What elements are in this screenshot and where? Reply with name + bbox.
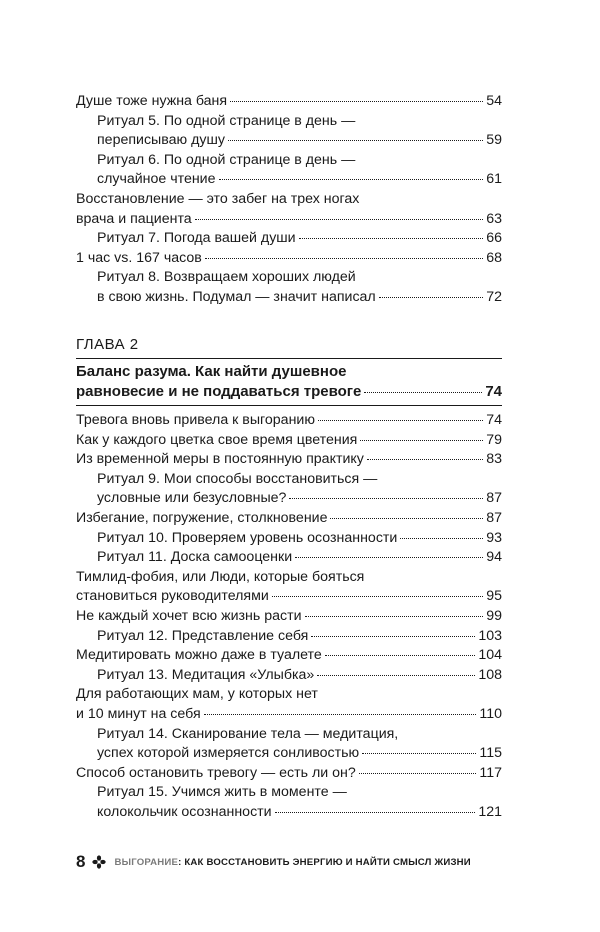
- toc-entry[interactable]: [76, 725, 502, 764]
- toc-entry-title: и 10 минут на себя: [76, 705, 201, 722]
- toc-entry-title: Для работающих мам, у которых нет: [76, 686, 318, 703]
- chapter-page-number: 74: [485, 383, 502, 400]
- toc-page-number: 93: [486, 529, 502, 546]
- toc-page-number: 121: [478, 803, 502, 820]
- toc-entry-title: колокольчик осознанности: [97, 803, 272, 820]
- toc-entry-title: врача и пациента: [76, 210, 192, 227]
- toc-entry-title: Ритуал 6. По одной странице в день —: [97, 151, 356, 168]
- toc-page-number: 74: [486, 412, 502, 428]
- toc-page-number: 63: [486, 210, 502, 227]
- leader-dots: [295, 557, 483, 558]
- toc-entry-title: Не каждый хочет всю жизнь расти: [76, 607, 302, 624]
- leader-dots: [360, 440, 483, 441]
- chapter-title[interactable]: [76, 362, 502, 402]
- toc-entry-title: Ритуал 11. Доска самооценки: [97, 549, 293, 566]
- chapter-heading: [76, 362, 502, 402]
- toc-entry[interactable]: [76, 685, 502, 724]
- leader-dots: [230, 101, 483, 102]
- toc-page-number: 66: [486, 230, 502, 247]
- toc-entry-title: переписываю душу: [97, 132, 225, 149]
- toc-entry[interactable]: [76, 783, 502, 822]
- leader-dots: [289, 498, 483, 499]
- toc-entry[interactable]: [76, 411, 502, 431]
- leader-dots: [400, 538, 483, 539]
- page-footer: [76, 852, 471, 872]
- leader-dots: [228, 140, 483, 141]
- leader-dots: [195, 219, 484, 220]
- toc-entry[interactable]: [76, 229, 502, 249]
- leader-dots: [299, 238, 484, 239]
- toc-page-number: 99: [486, 607, 502, 624]
- toc-entry[interactable]: [76, 764, 502, 784]
- toc-entry-title: Ритуал 8. Возвращаем хороших людей: [97, 269, 356, 286]
- toc-page-number: 108: [478, 666, 502, 683]
- toc-entry-title: Ритуал 15. Учимся жить в моменте —: [97, 784, 347, 801]
- toc-entry-title: Ритуал 10. Проверяем уровень осознанности: [97, 529, 398, 546]
- toc-entry[interactable]: [76, 509, 502, 529]
- chapter-title-line: равновесие и не поддаваться тревоге: [76, 383, 362, 400]
- chapter-label: ГЛАВА 2: [76, 336, 139, 353]
- toc-entry[interactable]: [76, 627, 502, 647]
- chapter-title-line: Баланс разума. Как найти душевное: [76, 363, 347, 380]
- toc-entry-title: Ритуал 12. Представление себя: [97, 627, 309, 644]
- toc-page-number: 83: [486, 451, 502, 468]
- leader-dots: [379, 297, 484, 298]
- toc-page-number: 68: [486, 249, 502, 266]
- toc-page-number: 54: [486, 93, 502, 109]
- toc-entry[interactable]: [76, 529, 502, 549]
- toc-entry[interactable]: [76, 151, 502, 190]
- leader-dots: [325, 655, 476, 656]
- toc-entry-title: Тревога вновь привела к выгоранию: [76, 412, 315, 428]
- toc-page-number: 94: [486, 549, 502, 566]
- toc-entry-title: Ритуал 5. По одной странице в день —: [97, 112, 356, 129]
- toc-section-bottom: [76, 411, 502, 822]
- toc-entry-title: Восстановление — это забег на трех ногах: [76, 190, 360, 207]
- toc-page-number: 87: [486, 509, 502, 526]
- toc-page-number: 59: [486, 132, 502, 149]
- toc-page-number: 72: [486, 288, 502, 305]
- toc-entry[interactable]: [76, 431, 502, 451]
- toc-entry-title: случайное чтение: [97, 171, 216, 188]
- leader-dots: [219, 179, 484, 180]
- toc-entry-title: Как у каждого цветка свое время цветения: [76, 431, 358, 448]
- toc-entry-title: Тимлид-фобия, или Люди, которые бояться: [76, 568, 365, 585]
- toc-page-number: 117: [479, 764, 502, 781]
- leader-dots: [317, 675, 475, 676]
- toc-page-number: 104: [478, 647, 502, 664]
- toc-entry[interactable]: [76, 568, 502, 607]
- toc-entry[interactable]: [76, 607, 502, 627]
- flower-icon: [92, 855, 106, 869]
- toc-entry-title: Ритуал 7. Погода вашей души: [97, 230, 296, 247]
- leader-dots: [272, 596, 483, 597]
- toc-page-number: 110: [479, 705, 502, 722]
- toc-entry-title: Ритуал 13. Медитация «Улыбка»: [97, 666, 315, 683]
- toc-entry-title: в свою жизнь. Подумал — значит написал: [97, 288, 376, 305]
- toc-entry[interactable]: [76, 450, 502, 470]
- leader-dots: [330, 518, 483, 519]
- toc-entry-title: условные или безусловные?: [97, 490, 287, 507]
- footer-book-title: [114, 857, 470, 868]
- leader-dots: [364, 392, 482, 393]
- leader-dots: [205, 258, 483, 259]
- toc-entry-title: Ритуал 14. Сканирование тела — медитация,: [97, 725, 399, 742]
- leader-dots: [275, 812, 476, 813]
- footer-book-title-rest: : КАК ВОССТАНОВИТЬ ЭНЕРГИЮ И НАЙТИ СМЫСЛ ЖИЗНИ: [178, 856, 471, 868]
- toc-entry[interactable]: [76, 470, 502, 509]
- toc-entry[interactable]: [76, 646, 502, 666]
- toc-entry-title: успех которой измеряется сонливостью: [97, 745, 360, 762]
- toc-entry[interactable]: [76, 268, 502, 307]
- chapter-rule: [76, 405, 502, 406]
- leader-dots: [359, 773, 477, 774]
- toc-page-number: 87: [486, 490, 502, 507]
- toc-entry-title: Ритуал 9. Мои способы восстановиться —: [97, 470, 378, 487]
- leader-dots: [362, 753, 476, 754]
- toc-entry[interactable]: [76, 190, 502, 229]
- toc-page-number: 115: [479, 745, 502, 762]
- toc-entry-title: становиться руководителями: [76, 588, 269, 605]
- toc-entry[interactable]: [76, 92, 502, 112]
- toc-entry[interactable]: [76, 666, 502, 686]
- toc-entry-title: Способ остановить тревогу — есть ли он?: [76, 764, 356, 781]
- toc-page-number: 61: [486, 171, 502, 188]
- toc-page-number: 103: [478, 627, 502, 644]
- toc-page-number: 95: [486, 588, 502, 605]
- toc-entry[interactable]: [76, 112, 502, 151]
- toc-entry-title: Избегание, погружение, столкновение: [76, 509, 328, 526]
- leader-dots: [311, 636, 475, 637]
- toc-entry-title: Из временной меры в постоянную практику: [76, 451, 364, 468]
- leader-dots: [204, 714, 477, 715]
- footer-page-number: 8: [76, 852, 86, 871]
- toc-entry[interactable]: [76, 249, 502, 269]
- chapter-rule: [76, 358, 502, 359]
- leader-dots: [367, 459, 483, 460]
- toc-entry[interactable]: [76, 548, 502, 568]
- toc-entry-title: Душе тоже нужна баня: [76, 93, 228, 109]
- footer-book-title-main: ВЫГОРАНИЕ: [114, 856, 179, 868]
- toc-page-number: 79: [486, 431, 502, 448]
- leader-dots: [305, 616, 484, 617]
- toc-section-top: [76, 92, 502, 308]
- leader-dots: [318, 420, 483, 421]
- toc-entry-title: 1 час vs. 167 часов: [76, 249, 202, 266]
- toc-entry-title: Медитировать можно даже в туалете: [76, 647, 322, 664]
